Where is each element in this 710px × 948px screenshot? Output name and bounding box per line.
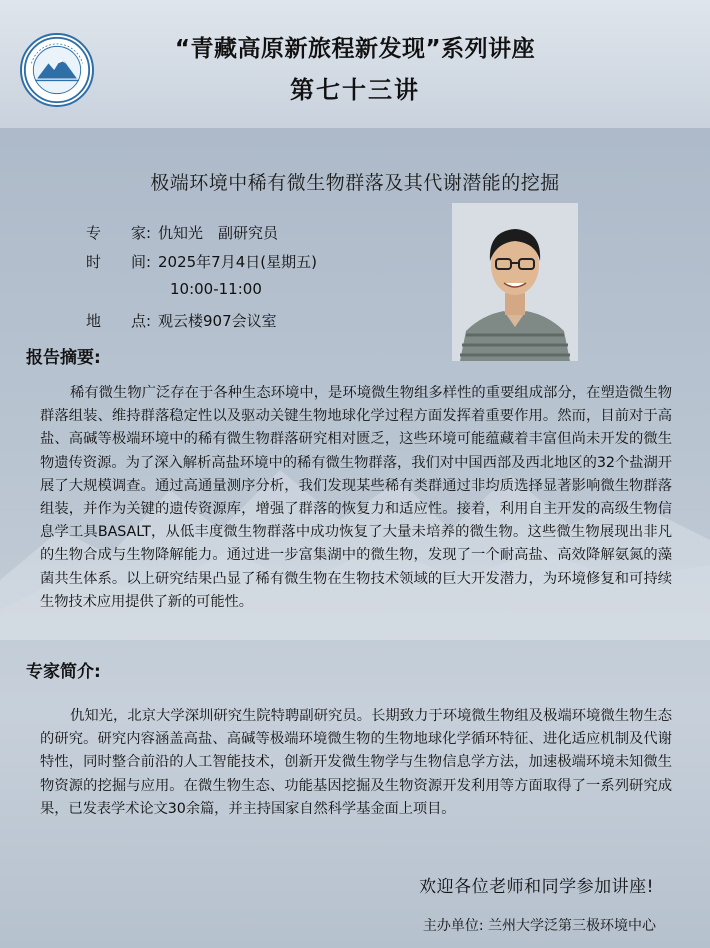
series-title: “青藏高原新旅程新发现”系列讲座 [174,36,536,62]
header-banner [0,0,710,128]
date-value: 2025年7月4日(星期五) [158,253,317,271]
time-range-row [170,280,262,298]
bio-text: 仇知光，北京大学深圳研究生院特聘副研究员。长期致力于环境微生物组及极端环境微生物生态的研究。研究内容涵盖高盐、高碱等极端环境微生物的生物地球化学循环特征、进化适应机制及代谢特性，同时整合前沿的人工智能技术，创新开发微生物学与生物信息学方法，加速极端环境未知微生物资源的挖掘与应用。在微生物生态、功能基因挖掘及生物资源开发利用等方面取得了一系列研究成果，已发表学术论文30余篇，并主持国家自然科学基金面上项目。 [40,708,672,817]
lecture-number: 第七十三讲 [290,76,420,104]
speaker-portrait [452,203,578,361]
speaker-value: 仇知光 副研究员 [158,224,279,242]
time-row [86,251,317,272]
time-value: 10:00-11:00 [170,280,262,298]
lecture-title: 极端环境中稀有微生物群落及其代谢潜能的挖掘 [150,172,560,194]
speaker-row [86,222,278,243]
place-label: 地 点: [86,312,152,330]
place-value: 观云楼907会议室 [158,312,277,330]
abstract-heading: 报告摘要: [26,348,101,368]
bio-heading: 专家简介: [26,662,101,682]
abstract-text: 稀有微生物广泛存在于各种生态环境中，是环境微生物组多样性的重要组成部分，在塑造微生物群落组装、维持群落稳定性以及驱动关键生物地球化学过程方面发挥着重要作用。然而，目前对于高盐、高碱等极端环境中的稀有微生物群落研究相对匮乏，这些环境可能蕴藏着丰富但尚未开发的微生物遗传资源。为了深入解析高盐环境中的稀有微生物群落，我们对中国西部及西北地区的32个盐湖开展了大规模调查。通过高通量测序分析，我们发现某些稀有类群通过非均质选择显著影响微生物群落组装，并作为关键的遗传资源库，增强了群落的恢复力和适应性。接着，利用自主开发的高级生物信息学工具BASALT，从低丰度微生物群落中成功恢复了大量未培养的微生物。这些微生物展现出非凡的生物合成与生物降解能力。通过进一步富集湖中的微生物，发现了一个耐高盐、高效降解氨氮的藻菌共生体系。以上研究结果凸显了稀有微生物在生物技术领域的巨大开发潜力，为环境修复和可持续生物技术应用提供了新的可能性。 [40,385,672,610]
speaker-label: 专 家: [86,224,152,242]
host-organization: 主办单位: 兰州大学泛第三极环境中心 [422,918,656,934]
welcome-message: 欢迎各位老师和同学参加讲座! [419,877,654,897]
place-row [86,310,277,331]
time-label: 时 间: [86,253,152,271]
